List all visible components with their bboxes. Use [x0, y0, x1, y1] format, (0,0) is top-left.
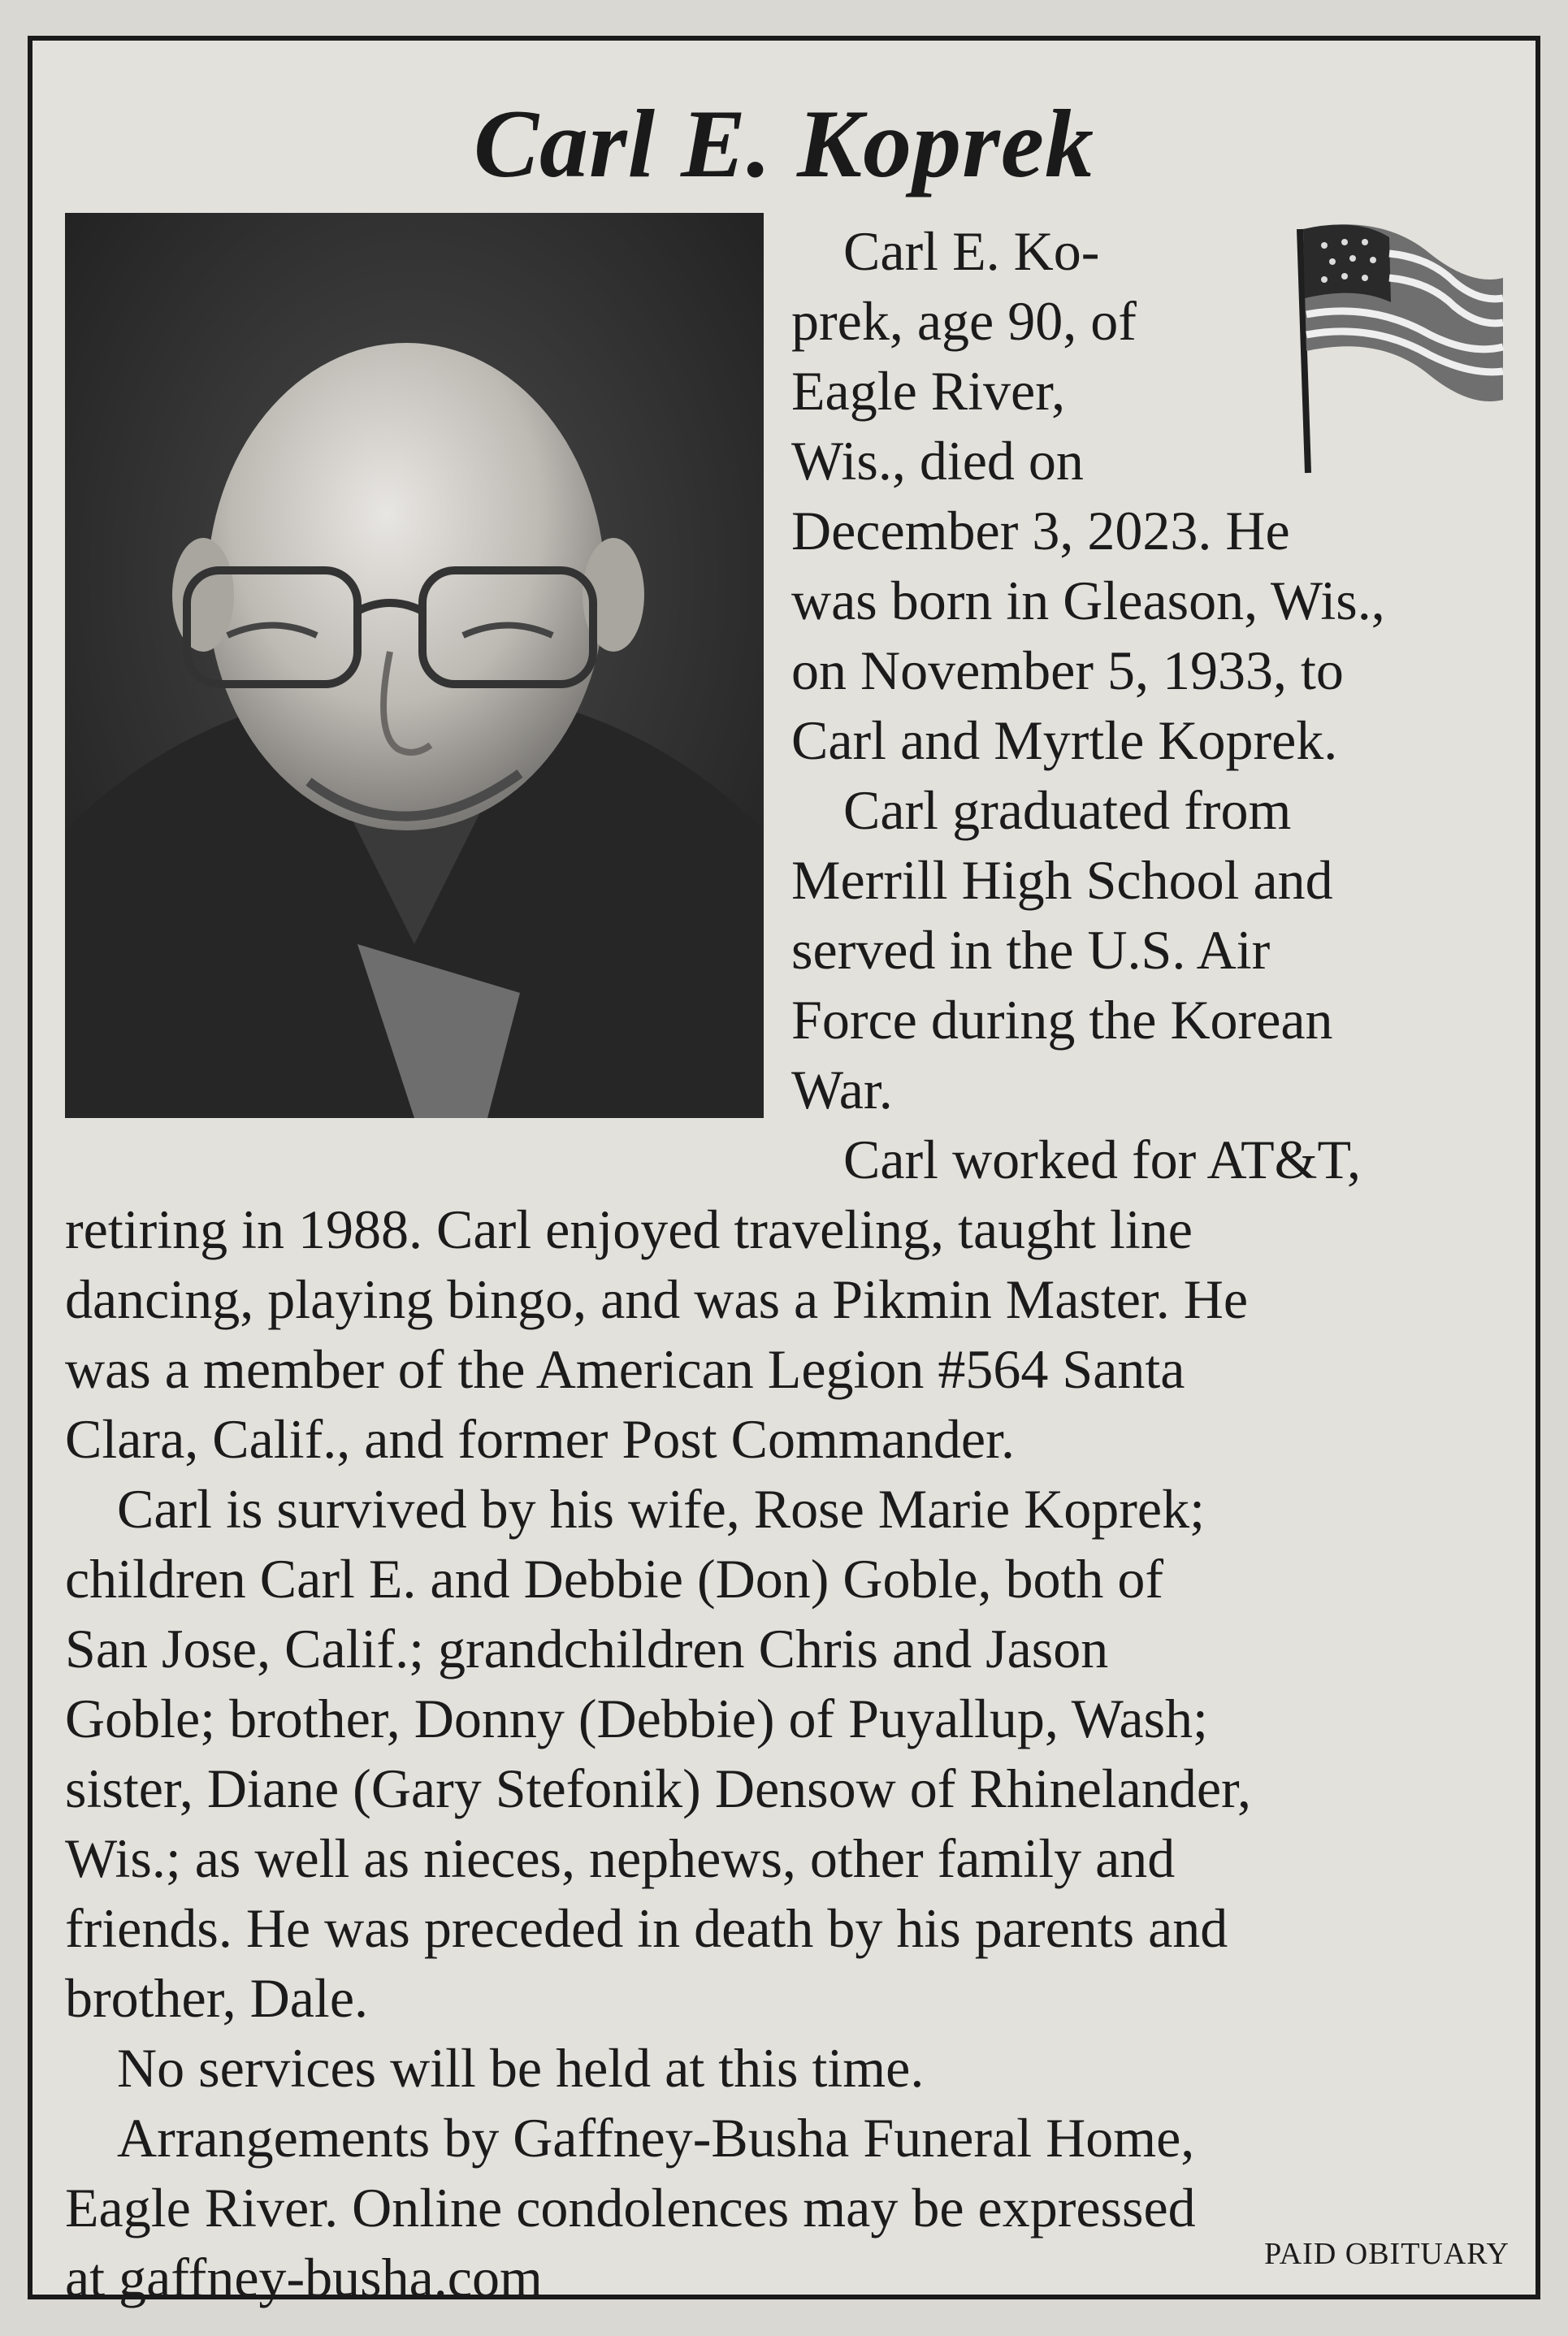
obituary-paragraph-1 [791, 216, 1498, 286]
text-line: sister, Diane (Gary Stefonik) Densow of Rhinelander, [65, 1757, 1251, 1819]
text-line: Carl E. Ko- [843, 220, 1100, 282]
obituary-paragraph-4 [65, 1474, 1519, 2033]
text-line: Carl graduated from [843, 779, 1292, 841]
text-line: Carl worked for AT&T, [843, 1129, 1362, 1190]
portrait-photo-illustration [65, 213, 764, 1118]
text-line: Eagle River, [791, 360, 1066, 422]
text-line: was born in Gleason, Wis., [791, 570, 1385, 631]
text-line: prek, age 90, of [791, 290, 1137, 352]
obituary-paragraph-6 [65, 2103, 1519, 2312]
text-line: served in the U.S. Air [791, 919, 1271, 981]
obituary-paragraph-3-cont [65, 1194, 1519, 1474]
text-line: No services will be held at this time. [117, 2037, 925, 2099]
obituary-paragraph-5 [65, 2033, 1519, 2103]
text-line: Eagle River. Online condolences may be expressed [65, 2177, 1196, 2238]
text-line: December 3, 2023. He [791, 500, 1290, 561]
text-line: Wis.; as well as nieces, nephews, other family and [65, 1827, 1176, 1889]
text-line: Wis., died on [791, 430, 1084, 492]
text-line: children Carl E. and Debbie (Don) Goble, both of [65, 1548, 1164, 1610]
text-line: at gaffney-busha.com [65, 2247, 543, 2308]
portrait-photo [65, 213, 764, 1118]
paid-obituary-label: PAID OBITUARY [1264, 2237, 1510, 2271]
text-line: was a member of the American Legion #564 Santa [65, 1338, 1185, 1400]
text-line: San Jose, Calif.; grandchildren Chris and Jason [65, 1618, 1109, 1679]
obituary-paragraph-3 [791, 1125, 1498, 1194]
text-line: retiring in 1988. Carl enjoyed traveling, taught line [65, 1198, 1193, 1260]
obituary-paragraph-2 [791, 775, 1498, 1125]
text-line: dancing, playing bingo, and was a Pikmin Master. He [65, 1268, 1249, 1330]
text-line: Force during the Korean [791, 989, 1333, 1051]
text-line: Goble; brother, Donny (Debbie) of Puyallup, Wash; [65, 1688, 1208, 1749]
text-line: War. [791, 1059, 893, 1120]
text-line: Merrill High School and [791, 849, 1333, 911]
text-line: friends. He was preceded in death by his parents and [65, 1897, 1228, 1959]
obituary-title: Carl E. Koprek [473, 89, 1095, 197]
text-line: brother, Dale. [65, 1967, 369, 2029]
text-line: on November 5, 1933, to [791, 639, 1344, 701]
text-line: Carl and Myrtle Koprek. [791, 709, 1338, 771]
text-line: Carl is survived by his wife, Rose Marie Koprek; [117, 1478, 1205, 1540]
obituary-paragraph-1-cont [791, 286, 1498, 775]
text-line: Arrangements by Gaffney-Busha Funeral Home, [117, 2107, 1195, 2169]
text-line: Clara, Calif., and former Post Commander. [65, 1408, 1015, 1470]
